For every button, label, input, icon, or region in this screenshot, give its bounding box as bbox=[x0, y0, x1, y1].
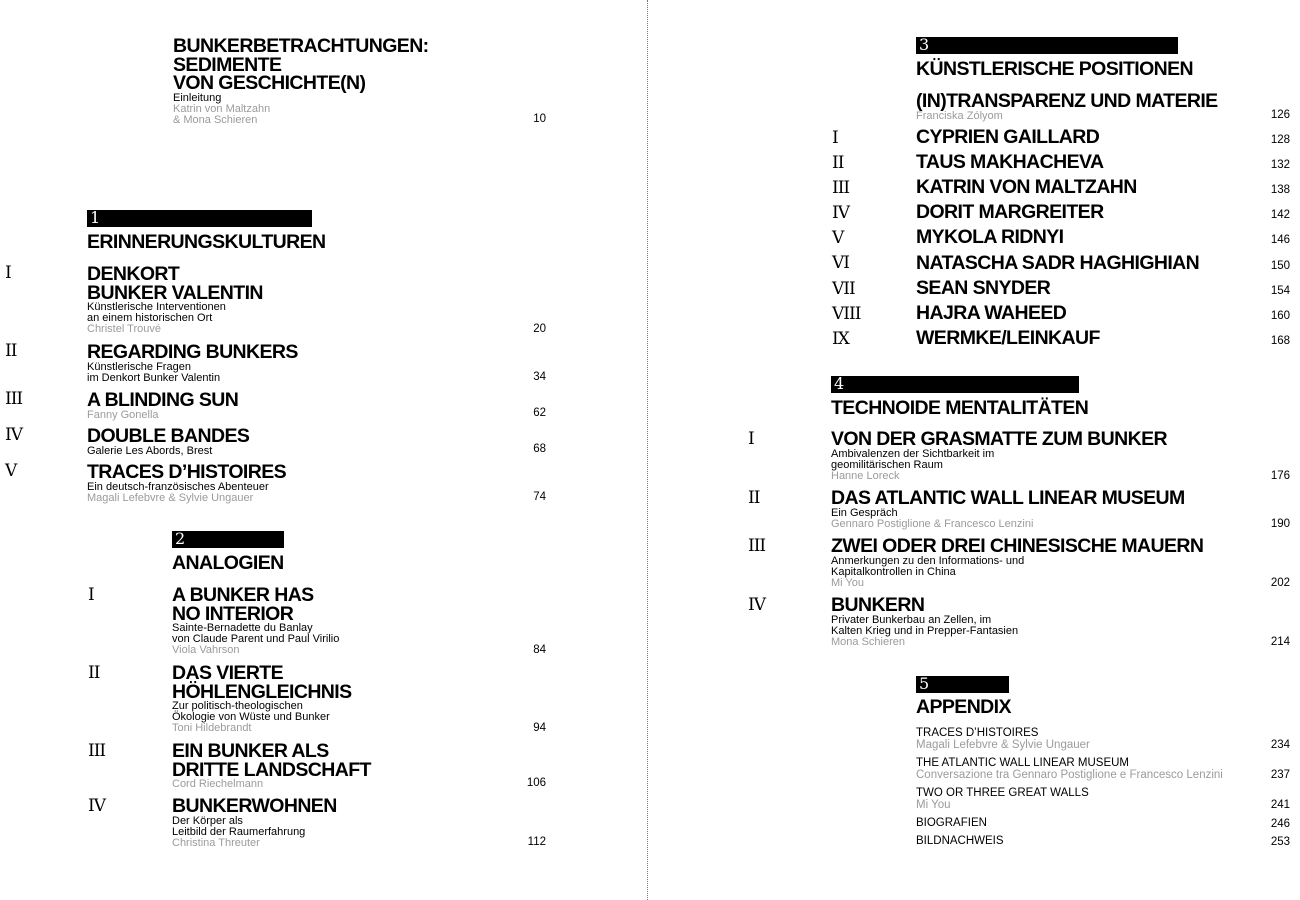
s4-entry-1-numeral: I bbox=[748, 429, 754, 449]
s4-entry-1-page: 176 bbox=[1270, 470, 1290, 482]
s1-entry-4-sub-1: Galerie Les Abords, Brest bbox=[87, 444, 213, 457]
section-3-number-bar bbox=[916, 37, 1178, 54]
s4-entry-4[interactable] bbox=[831, 596, 1018, 648]
section-2-number: 2 bbox=[175, 529, 186, 548]
s4-entry-4-title: BUNKERN bbox=[831, 594, 925, 616]
s2-entry-3-title-2: DRITTE LANDSCHAFT bbox=[172, 758, 371, 781]
s3-intro-title: (IN)TRANSPARENZ UND MATERIE bbox=[916, 90, 1218, 112]
intro-subtitle: Einleitung bbox=[173, 91, 222, 104]
s3-entry-6-title[interactable]: NATASCHA SADR HAGHIGHIAN bbox=[916, 252, 1200, 274]
s3-entry-5-title[interactable]: MYKOLA RIDNYI bbox=[916, 226, 1064, 248]
s2-entry-4-page: 112 bbox=[527, 836, 546, 848]
section-3-number: 3 bbox=[919, 35, 930, 54]
s3-entry-1-title[interactable]: CYPRIEN GAILLARD bbox=[916, 126, 1100, 148]
s1-entry-2-sub-1: Künstlerische Fragen bbox=[87, 360, 191, 373]
intro-title-line-3: VON GESCHICHTE(N) bbox=[173, 72, 366, 94]
s1-entry-5-title-1: TRACES D’HISTOIRES bbox=[87, 461, 287, 483]
s3-entry-1-numeral: I bbox=[832, 128, 838, 148]
s5-entry-5-title[interactable]: BILDNACHWEIS bbox=[916, 835, 1004, 847]
s1-entry-3-numeral: III bbox=[5, 389, 23, 409]
s1-entry-1-author: Christel Trouvé bbox=[87, 323, 161, 335]
section-3-title[interactable]: KÜNSTLERISCHE POSITIONEN bbox=[916, 58, 1194, 80]
section-5-title[interactable]: APPENDIX bbox=[916, 696, 1011, 718]
s4-entry-3-sub-1: Anmerkungen zu den Informations- und bbox=[831, 554, 1025, 567]
s4-entry-3-numeral: III bbox=[748, 536, 766, 556]
s2-entry-2-page: 94 bbox=[533, 722, 546, 734]
s1-entry-2-title-1: REGARDING BUNKERS bbox=[87, 341, 298, 363]
s3-entry-9-page: 168 bbox=[1270, 335, 1290, 347]
s1-entry-2-page: 34 bbox=[533, 371, 546, 383]
s2-entry-2-title-1: DAS VIERTE bbox=[172, 662, 284, 684]
section-1-number-bar bbox=[87, 210, 312, 227]
s3-intro-author: Franciska Zólyom bbox=[916, 109, 1003, 122]
intro-author-line-2: & Mona Schieren bbox=[173, 113, 258, 126]
intro-author-line-1: Katrin von Maltzahn bbox=[173, 102, 271, 115]
s1-entry-5[interactable] bbox=[87, 463, 286, 504]
s4-entry-1-title: VON DER GRASMATTE ZUM BUNKER bbox=[831, 428, 1167, 450]
s1-entry-4-page: 68 bbox=[533, 443, 546, 455]
s2-entry-2-sub-2: Ökologie von Wüste und Bunker bbox=[172, 711, 330, 723]
section-1-number: 1 bbox=[90, 208, 101, 227]
s4-entry-1[interactable] bbox=[831, 430, 1167, 482]
s4-entry-3-author: Mi You bbox=[831, 576, 865, 589]
s3-entry-6-page: 150 bbox=[1270, 260, 1290, 272]
section-4-number: 4 bbox=[834, 374, 845, 393]
s1-entry-5-page: 74 bbox=[533, 491, 546, 503]
s3-intro-page: 126 bbox=[1270, 109, 1290, 121]
s5-entry-4-page: 246 bbox=[1270, 818, 1290, 830]
s4-entry-3-title: ZWEI ODER DREI CHINESISCHE MAUERN bbox=[831, 535, 1204, 557]
s3-entry-3-numeral: III bbox=[832, 178, 850, 198]
s2-entry-2-sub-1: Zur politisch-theologischen bbox=[172, 700, 303, 712]
s3-entry-4-numeral: IV bbox=[832, 203, 849, 223]
s2-entry-3-author: Cord Riechelmann bbox=[172, 778, 264, 790]
s2-entry-3-page: 106 bbox=[526, 777, 546, 789]
s5-entry-2-page: 237 bbox=[1270, 769, 1290, 781]
s1-entry-4-numeral: IV bbox=[5, 425, 22, 445]
s2-entry-1-author: Viola Vahrson bbox=[172, 644, 240, 656]
s2-entry-4-sub-2: Leitbild der Raumerfahrung bbox=[172, 825, 306, 838]
s4-entry-2-sub-1: Ein Gespräch bbox=[831, 506, 898, 519]
s3-entry-4-page: 142 bbox=[1270, 209, 1290, 221]
s1-entry-3[interactable] bbox=[87, 391, 238, 421]
s3-entry-6-numeral: VI bbox=[832, 253, 849, 273]
toc-intro[interactable] bbox=[173, 37, 429, 126]
s4-entry-4-sub-2: Kalten Krieg und in Prepper-Fantasien bbox=[831, 624, 1019, 637]
s1-entry-3-title-1: A BLINDING SUN bbox=[87, 389, 239, 411]
s2-entry-2[interactable] bbox=[172, 664, 352, 734]
s4-entry-2-title: DAS ATLANTIC WALL LINEAR MUSEUM bbox=[831, 487, 1185, 509]
s5-entry-1-page: 234 bbox=[1270, 739, 1290, 751]
intro-title-line-1: BUNKERBETRACHTUNGEN: bbox=[173, 35, 429, 57]
s5-entry-2-author: Conversazione tra Gennaro Postiglione e Francesco Lenzini bbox=[916, 768, 1223, 781]
s2-entry-2-title-2: HÖHLENGLEICHNIS bbox=[172, 680, 352, 703]
s3-entry-9-numeral: IX bbox=[832, 329, 849, 349]
s4-entry-4-page: 214 bbox=[1270, 636, 1290, 648]
section-4-title[interactable]: TECHNOIDE MENTALITÄTEN bbox=[831, 397, 1089, 419]
s1-entry-4-title-1: DOUBLE BANDES bbox=[87, 425, 250, 447]
s1-entry-1-sub-1: Künstlerische Interventionen bbox=[87, 301, 226, 313]
s1-entry-4[interactable] bbox=[87, 427, 249, 457]
s5-entry-3-page: 241 bbox=[1270, 799, 1290, 811]
s2-entry-4-numeral: IV bbox=[88, 796, 105, 816]
s3-entry-7-page: 154 bbox=[1270, 285, 1290, 297]
s1-entry-5-numeral: V bbox=[5, 461, 17, 481]
s4-entry-4-sub-1: Privater Bunkerbau an Zellen, im bbox=[831, 613, 992, 626]
s5-entry-1-author: Magali Lefebvre & Sylvie Ungauer bbox=[916, 738, 1090, 751]
s4-entry-2[interactable] bbox=[831, 489, 1185, 530]
s2-entry-1[interactable] bbox=[172, 586, 339, 656]
s4-entry-3-sub-2: Kapitalkontrollen in China bbox=[831, 565, 956, 578]
section-1-title[interactable]: ERINNERUNGSKULTUREN bbox=[87, 231, 326, 253]
s3-entry-7-numeral: VII bbox=[832, 279, 855, 299]
s3-intro[interactable] bbox=[916, 92, 1218, 122]
s3-entry-8-numeral: VIII bbox=[832, 304, 861, 324]
s3-entry-9-title[interactable]: WERMKE/LEINKAUF bbox=[916, 327, 1100, 349]
s4-entry-2-page: 190 bbox=[1270, 518, 1290, 530]
s3-entry-4-title[interactable]: DORIT MARGREITER bbox=[916, 201, 1104, 223]
s4-entry-2-numeral: II bbox=[748, 488, 760, 508]
s2-entry-1-title-2: NO INTERIOR bbox=[172, 602, 294, 625]
s1-entry-3-author: Fanny Gonella bbox=[87, 408, 159, 421]
s2-entry-1-sub-2: von Claude Parent und Paul Virilio bbox=[172, 633, 340, 645]
section-4-number-bar bbox=[831, 376, 1079, 393]
s1-entry-1[interactable] bbox=[87, 265, 263, 335]
s5-entry-2-title: THE ATLANTIC WALL LINEAR MUSEUM bbox=[916, 757, 1129, 769]
s2-entry-4[interactable] bbox=[172, 797, 337, 849]
s5-entry-2[interactable] bbox=[916, 758, 1223, 781]
s5-entry-3-title: TWO OR THREE GREAT WALLS bbox=[916, 787, 1089, 799]
s3-entry-2-numeral: II bbox=[832, 153, 844, 173]
s1-entry-2[interactable] bbox=[87, 343, 298, 384]
intro-title-line-2: SEDIMENTE bbox=[173, 53, 282, 76]
s2-entry-4-author: Christina Threuter bbox=[172, 836, 260, 849]
s2-entry-3[interactable] bbox=[172, 742, 371, 790]
s1-entry-1-title-1: DENKORT bbox=[87, 263, 180, 285]
s3-entry-8-title[interactable]: HAJRA WAHEED bbox=[916, 302, 1067, 324]
s5-entry-3-author: Mi You bbox=[916, 798, 951, 811]
section-5-number: 5 bbox=[919, 674, 930, 693]
section-5-number-bar bbox=[916, 676, 1009, 693]
s2-entry-4-sub-1: Der Körper als bbox=[172, 814, 243, 827]
s4-entry-1-sub-2: geomilitärischen Raum bbox=[831, 458, 943, 471]
s3-entry-3-page: 138 bbox=[1270, 184, 1290, 196]
s4-entry-2-author: Gennaro Postiglione & Francesco Lenzini bbox=[831, 517, 1034, 530]
s2-entry-1-title-1: A BUNKER HAS bbox=[172, 584, 314, 606]
s2-entry-2-author: Toni Hildebrandt bbox=[172, 722, 252, 734]
s2-entry-2-numeral: II bbox=[88, 663, 100, 683]
s4-entry-1-author: Hanne Loreck bbox=[831, 469, 900, 482]
s1-entry-1-sub-2: an einem historischen Ort bbox=[87, 312, 213, 324]
s5-entry-4-title[interactable]: BIOGRAFIEN bbox=[916, 817, 987, 829]
page-fold-divider bbox=[647, 0, 648, 900]
intro-page: 10 bbox=[533, 113, 546, 125]
s2-entry-3-numeral: III bbox=[88, 741, 106, 761]
s3-entry-5-page: 146 bbox=[1270, 234, 1290, 246]
s3-entry-1-page: 128 bbox=[1270, 134, 1290, 146]
s5-entry-3[interactable] bbox=[916, 788, 1089, 811]
s1-entry-2-sub-2: im Denkort Bunker Valentin bbox=[87, 371, 221, 384]
s2-entry-1-sub-1: Sainte-Bernadette du Banlay bbox=[172, 622, 313, 634]
s1-entry-1-numeral: I bbox=[5, 263, 11, 283]
s3-entry-2-page: 132 bbox=[1270, 159, 1290, 171]
s1-entry-1-page: 20 bbox=[533, 323, 546, 335]
s2-entry-4-title-1: BUNKERWOHNEN bbox=[172, 795, 337, 817]
s4-entry-4-author: Mona Schieren bbox=[831, 635, 905, 648]
section-2-number-bar bbox=[172, 531, 284, 548]
s1-entry-3-page: 62 bbox=[533, 407, 546, 419]
s5-entry-1-title: TRACES D’HISTOIRES bbox=[916, 727, 1039, 739]
s2-entry-1-page: 84 bbox=[533, 644, 546, 656]
s3-entry-8-page: 160 bbox=[1270, 310, 1290, 322]
s5-entry-1[interactable] bbox=[916, 728, 1090, 751]
s3-entry-2-title[interactable]: TAUS MAKHACHEVA bbox=[916, 151, 1104, 173]
s4-entry-3-page: 202 bbox=[1270, 577, 1290, 589]
s5-entry-5-page: 253 bbox=[1270, 836, 1290, 848]
s4-entry-4-numeral: IV bbox=[748, 595, 765, 615]
s2-entry-1-numeral: I bbox=[88, 585, 94, 605]
s3-entry-7-title[interactable]: SEAN SNYDER bbox=[916, 277, 1051, 299]
s3-entry-3-title[interactable]: KATRIN VON MALTZAHN bbox=[916, 176, 1137, 198]
s1-entry-5-sub-1: Ein deutsch-französisches Abenteuer bbox=[87, 480, 269, 493]
s4-entry-3[interactable] bbox=[831, 537, 1203, 589]
s1-entry-5-author: Magali Lefebvre & Sylvie Ungauer bbox=[87, 491, 254, 504]
s3-entry-5-numeral: V bbox=[832, 228, 844, 248]
s1-entry-2-numeral: II bbox=[5, 341, 17, 361]
section-2-title[interactable]: ANALOGIEN bbox=[172, 552, 284, 574]
s4-entry-1-sub-1: Ambivalenzen der Sichtbarkeit im bbox=[831, 447, 995, 460]
s2-entry-3-title-1: EIN BUNKER ALS bbox=[172, 740, 329, 762]
s1-entry-1-title-2: BUNKER VALENTIN bbox=[87, 281, 263, 304]
